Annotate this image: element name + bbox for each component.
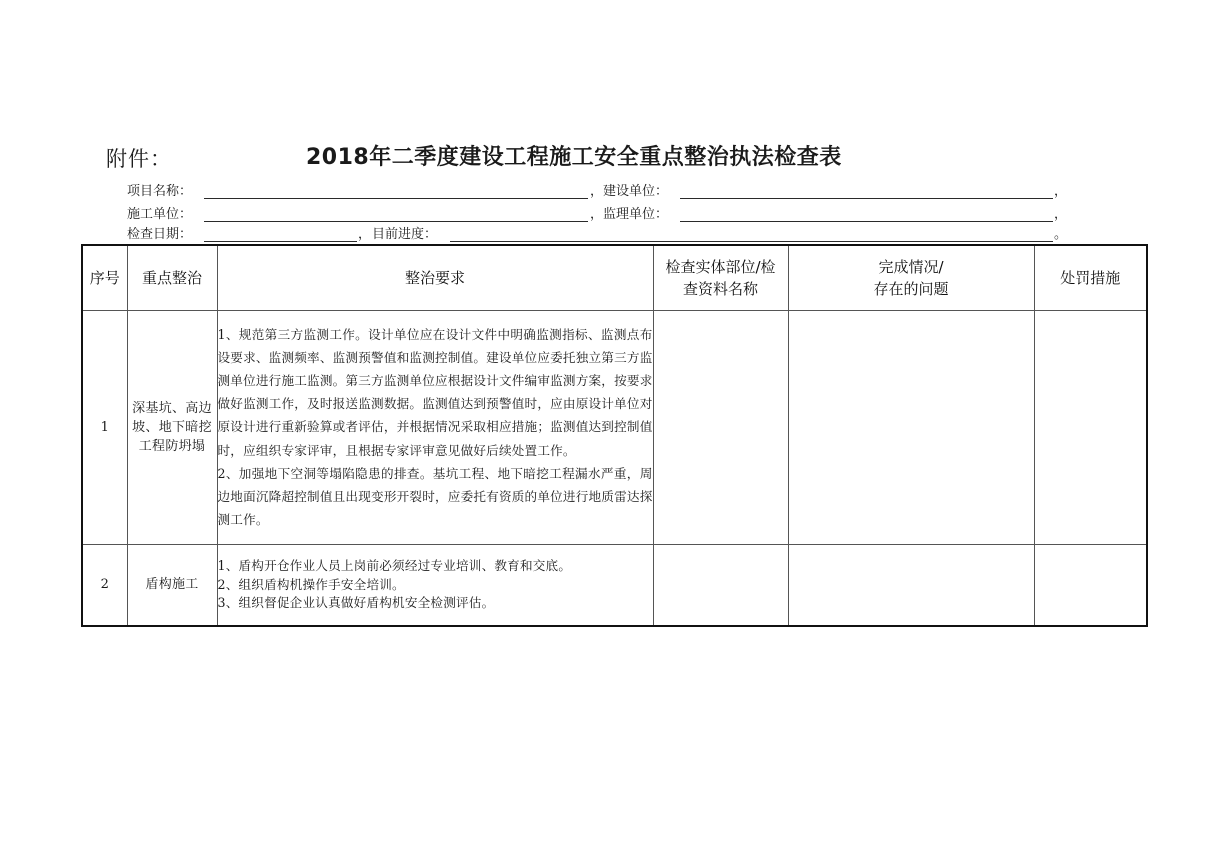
row-penalty-cell[interactable]	[1034, 310, 1147, 544]
contractor-suffix: ，	[590, 207, 604, 222]
inspection-date-suffix: ，	[358, 227, 372, 242]
row-requirements	[217, 544, 653, 626]
requirement-item: 2、加强地下空洞等塌陷隐患的排查。基坑工程、地下暗挖工程漏水严重，周边地面沉降超控制值且出现变形开裂时，应委托有资质的单位进行地质雷达探测工作。	[217, 465, 653, 528]
requirement-item: 2、组织盾构机操作手安全培训。	[217, 576, 405, 592]
requirement-item: 1、规范第三方监测工作。设计单位应在设计文件中明确监测指标、监测点布设要求、监测频率、监测预警值和监测控制值。建设单位应委托独立第三方监测单位进行施工监测。第三方监测单位应根据设计文件编审监测方案，按要求做好监测工作，及时报送监测数据。监测值达到预警值时，应由原设计单位对原设计进行重新验算或者评估，并根据情况采取相应措施；监测值达到控制值时，应组织专家评审，且根据专家评审意见做好后续处置工作。	[217, 326, 653, 458]
row-focus-area: 盾构施工	[127, 544, 217, 626]
supervisor-suffix: ，	[1054, 207, 1068, 222]
inspection-date-label: 检查日期：	[127, 227, 193, 242]
header-index: 序号	[82, 245, 127, 310]
info-row-1	[127, 183, 1067, 201]
header-inspection-items	[653, 245, 788, 310]
project-name-suffix: ，	[590, 184, 604, 199]
construction-unit-suffix: ，	[1054, 184, 1068, 199]
header-completion-status-line2: 存在的问题	[873, 279, 949, 298]
inspection-date-field[interactable]	[204, 241, 357, 242]
attachment-label: 附件：	[106, 147, 172, 171]
construction-unit-label: 建设单位：	[603, 184, 669, 199]
project-name-field[interactable]	[204, 198, 588, 199]
title-year: 2018	[306, 145, 370, 170]
title-text: 年二季度建设工程施工安全重点整治执法检查表	[369, 145, 842, 170]
current-progress-label: 目前进度：	[372, 227, 438, 242]
header-penalty: 处罚措施	[1034, 245, 1147, 310]
requirement-item: 3、组织督促企业认真做好盾构机安全检测评估。	[217, 595, 495, 610]
header-requirements: 整治要求	[217, 245, 653, 310]
current-progress-suffix: 。	[1054, 227, 1068, 242]
inspection-table	[81, 244, 1148, 627]
row-penalty-cell[interactable]	[1034, 544, 1147, 626]
row-requirements	[217, 310, 653, 544]
construction-unit-field[interactable]	[680, 198, 1053, 199]
row-focus-area: 深基坑、高边坡、地下暗挖工程防坍塌	[127, 310, 217, 544]
contractor-field[interactable]	[204, 221, 588, 222]
header-focus-area: 重点整治	[127, 245, 217, 310]
project-name-label: 项目名称：	[127, 184, 193, 199]
contractor-label: 施工单位：	[127, 207, 193, 222]
supervisor-label: 监理单位：	[603, 207, 669, 222]
row-inspection-items-cell[interactable]	[653, 310, 788, 544]
row-index: 1	[82, 310, 127, 544]
row-completion-status-cell[interactable]	[788, 310, 1034, 544]
header-inspection-items-line1: 检查实体部位/检	[665, 257, 776, 276]
header-inspection-items-line2: 查资料名称	[682, 279, 758, 298]
table-header-row	[82, 245, 1147, 310]
requirement-item: 1、盾构开仓作业人员上岗前必须经过专业培训、教育和交底。	[217, 558, 572, 573]
row-index: 2	[82, 544, 127, 626]
row-completion-status-cell[interactable]	[788, 544, 1034, 626]
table-row	[82, 544, 1147, 626]
row-inspection-items-cell[interactable]	[653, 544, 788, 626]
current-progress-field[interactable]	[450, 241, 1053, 242]
header-completion-status-line1: 完成情况/	[878, 257, 944, 276]
table-row	[82, 310, 1147, 544]
header-completion-status	[788, 245, 1034, 310]
info-row-3	[127, 226, 1067, 244]
page-title	[306, 140, 842, 171]
supervisor-field[interactable]	[680, 221, 1053, 222]
info-row-2	[127, 206, 1067, 224]
